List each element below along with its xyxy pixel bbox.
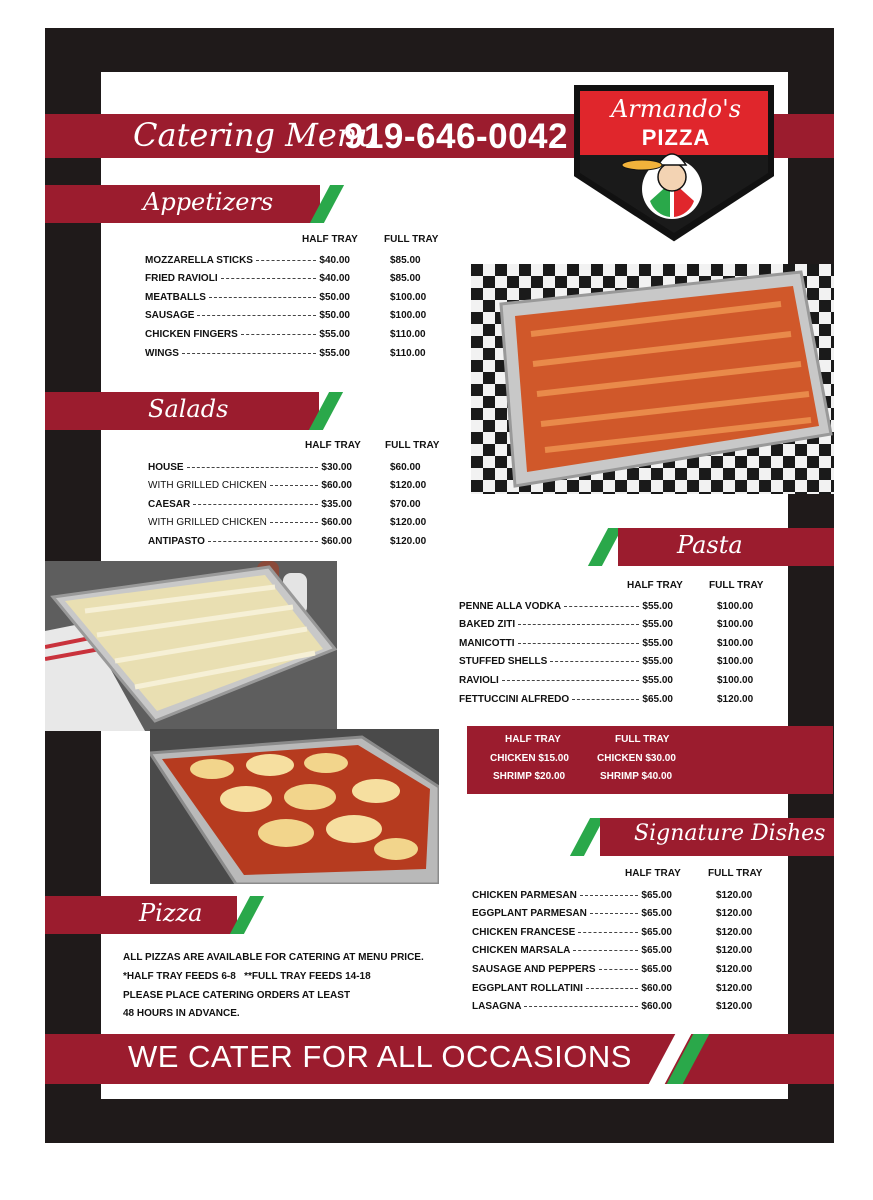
pasta-half-price: $65.00 [642,693,673,705]
pasta-half-price: $55.00 [642,637,673,649]
dotted-leader [270,522,319,523]
salads-half-header: HALF TRAY [305,440,361,451]
logo-pizza-text: PIZZA [641,125,711,150]
salads-menu-row [148,495,421,513]
pasta-full-price: $120.00 [717,693,754,705]
salads-full-header: FULL TRAY [385,440,440,451]
appetizers-item-name: FRIED RAVIOLI [145,273,218,285]
salads-full-price: $120.00 [390,480,427,492]
appetizers-half-price: $40.00 [319,273,350,285]
salads-item-name: CAESAR [148,498,191,510]
pasta-half-header: HALF TRAY [627,580,683,591]
appetizers-half-price: $50.00 [319,310,350,322]
appetizers-item-name: WINGS [145,347,179,359]
salads-menu-row [148,458,421,476]
signature-full-price: $120.00 [716,963,753,975]
pasta-full-price: $100.00 [717,637,754,649]
signature-menu-row [472,886,753,904]
appetizers-full-price: $110.00 [390,328,426,340]
appetizers-menu-row [145,251,421,269]
dotted-leader [221,278,317,279]
salads-item-name: WITH GRILLED CHICKEN [148,517,267,529]
dotted-leader [193,504,318,505]
dotted-leader [564,606,639,607]
dotted-leader [208,541,319,542]
signature-full-price: $120.00 [716,926,753,938]
signature-half-price: $60.00 [641,982,672,994]
pasta-full-price: $100.00 [717,619,754,631]
signature-half-price: $65.00 [641,945,672,957]
addons-half-shrimp: SHRIMP $20.00 [493,771,566,782]
footer-slogan: WE CATER FOR ALL OCCASIONS [128,1039,632,1074]
dotted-leader [580,895,639,896]
appetizers-half-price: $55.00 [319,328,350,340]
salads-half-price: $30.00 [321,461,352,473]
appetizers-item-name: CHICKEN FINGERS [145,328,238,340]
appetizers-menu-row [145,344,426,362]
appetizers-title: Appetizers [143,188,274,216]
pasta-full-price: $100.00 [717,674,754,686]
signature-title: Signature Dishes [634,821,826,846]
appetizers-menu-row [145,270,421,288]
pasta-item-name: FETTUCCINI ALFREDO [459,693,570,705]
addons-half-label: HALF TRAY [505,734,561,745]
signature-item-name: LASAGNA [472,1001,522,1013]
appetizers-item-name: MOZZARELLA STICKS [145,254,253,266]
signature-full-price: $120.00 [716,945,753,957]
pasta-menu-row [459,671,754,689]
dotted-leader [586,988,638,989]
signature-item-name: CHICKEN FRANCESE [472,926,576,938]
appetizers-full-price: $85.00 [390,254,421,266]
salads-item-name: HOUSE [148,461,184,473]
dotted-leader [187,467,319,468]
salads-menu-row [148,532,427,550]
pasta-menu-row [459,634,754,652]
dotted-leader [209,297,316,298]
appetizers-item-name: SAUSAGE [145,310,195,322]
signature-full-price: $120.00 [716,1001,753,1013]
dotted-leader [502,680,640,681]
signature-item-name: CHICKEN PARMESAN [472,889,577,901]
dotted-leader [524,1006,638,1007]
armandos-pizza-logo [572,83,776,243]
penne-vodka-tray-photo [471,264,834,494]
appetizers-full-price: $100.00 [390,291,427,303]
dotted-leader [518,624,639,625]
logo-armandos-text: Armando's [610,95,742,123]
signature-full-price: $120.00 [716,982,753,994]
signature-full-price: $120.00 [716,889,753,901]
pasta-menu-row [459,597,754,615]
pizza-note-line-1: ALL PIZZAS ARE AVAILABLE FOR CATERING AT MENU PRICE. [123,952,424,963]
pasta-menu-row [459,616,754,634]
signature-half-price: $65.00 [641,889,672,901]
pasta-item-name: PENNE ALLA VODKA [459,600,562,612]
pizza-note-line-3: PLEASE PLACE CATERING ORDERS AT LEAST [123,990,351,1001]
dotted-leader [256,260,316,261]
signature-menu-row [472,905,753,923]
appetizers-full-price: $85.00 [390,273,421,285]
dotted-leader [599,969,639,970]
salads-half-price: $60.00 [321,517,352,529]
addons-full-chicken: CHICKEN $30.00 [597,753,676,764]
addons-full-shrimp: SHRIMP $40.00 [600,771,673,782]
appetizers-full-price: $110.00 [390,347,426,359]
appetizers-full-header: FULL TRAY [384,234,439,245]
dotted-leader [550,661,639,662]
salads-title: Salads [148,395,229,423]
signature-item-name: EGGPLANT ROLLATINI [472,982,583,994]
salads-full-price: $120.00 [390,517,427,529]
signature-menu-row [472,942,753,960]
appetizers-half-price: $55.00 [319,347,350,359]
pasta-menu-row [459,690,754,708]
signature-menu-row [472,923,753,941]
appetizers-menu-row [145,325,426,343]
pizza-note-line-4: 48 HOURS IN ADVANCE. [123,1008,240,1019]
pasta-title: Pasta [677,531,743,559]
pasta-half-price: $55.00 [642,600,673,612]
phone-number: 919-646-0042 [344,117,568,156]
pasta-half-price: $55.00 [642,619,673,631]
addons-full-label: FULL TRAY [615,734,670,745]
dotted-leader [197,315,316,316]
catering-menu-title: Catering Menu [133,116,379,154]
pasta-full-header: FULL TRAY [709,580,764,591]
salads-half-price: $60.00 [321,535,352,547]
signature-menu-row [472,998,753,1016]
addons-half-chicken: CHICKEN $15.00 [490,753,569,764]
appetizers-full-price: $100.00 [390,310,427,322]
signature-item-name: CHICKEN MARSALA [472,945,571,957]
appetizers-menu-row [145,288,427,306]
salads-item-name: ANTIPASTO [148,535,205,547]
signature-item-name: EGGPLANT PARMESAN [472,908,587,920]
pasta-item-name: BAKED ZITI [459,619,516,631]
appetizers-half-header: HALF TRAY [302,234,358,245]
salads-full-price: $60.00 [390,461,421,473]
salads-item-name: WITH GRILLED CHICKEN [148,480,267,492]
pizza-title: Pizza [139,899,203,927]
salads-full-price: $120.00 [390,535,427,547]
signature-menu-row [472,960,753,978]
pasta-full-price: $100.00 [717,656,754,668]
signature-half-header: HALF TRAY [625,868,681,879]
appetizers-item-name: MEATBALLS [145,291,206,303]
pasta-item-name: MANICOTTI [459,637,515,649]
dotted-leader [182,353,317,354]
pasta-half-price: $55.00 [642,674,673,686]
dotted-leader [241,334,317,335]
signature-half-price: $65.00 [641,926,672,938]
salads-half-price: $60.00 [321,480,352,492]
salads-menu-row [148,477,427,495]
salads-menu-row [148,514,427,532]
signature-full-header: FULL TRAY [708,868,763,879]
appetizers-menu-row [145,307,427,325]
appetizers-half-price: $50.00 [319,291,350,303]
dotted-leader [590,913,639,914]
salads-full-price: $70.00 [390,498,421,510]
appetizers-half-price: $40.00 [319,254,350,266]
dotted-leader [578,932,638,933]
fettuccini-alfredo-tray-photo [45,561,337,731]
salads-half-price: $35.00 [321,498,352,510]
dotted-leader [270,485,319,486]
pasta-addons-box [467,726,833,794]
signature-full-price: $120.00 [716,908,753,920]
pizza-note-line-2: *HALF TRAY FEEDS 6-8 **FULL TRAY FEEDS 14-18 [123,971,371,982]
signature-menu-row [472,979,753,997]
signature-half-price: $60.00 [641,1001,672,1013]
pasta-menu-row [459,653,754,671]
dotted-leader [518,643,640,644]
dotted-leader [572,699,639,700]
signature-item-name: SAUSAGE AND PEPPERS [472,963,596,975]
dotted-leader [573,950,638,951]
signature-half-price: $65.00 [641,908,672,920]
chicken-parmesan-tray-photo [150,729,439,884]
pasta-half-price: $55.00 [642,656,673,668]
pasta-item-name: RAVIOLI [459,674,499,686]
pasta-item-name: STUFFED SHELLS [459,656,548,668]
signature-half-price: $65.00 [641,963,672,975]
pasta-full-price: $100.00 [717,600,754,612]
